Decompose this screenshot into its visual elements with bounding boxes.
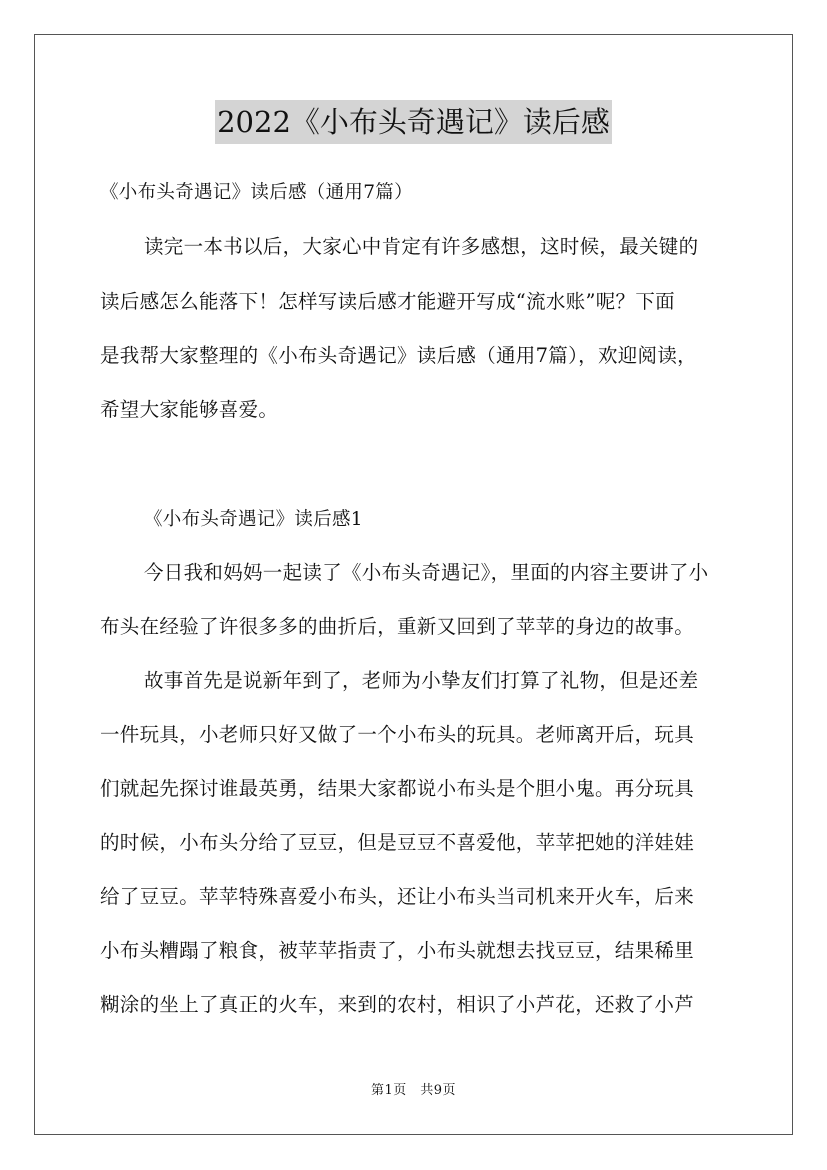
intro-line: 读后感怎么能落下！怎样写读后感才能避开写成“流水账”呢？下面 xyxy=(100,290,675,313)
paragraph-line: 小布头糟蹋了粮食，被苹苹指责了，小布头就想去找豆豆，结果稀里 xyxy=(100,939,695,962)
paragraph-line: 今日我和妈妈一起读了《小布头奇遇记》，里面的内容主要讲了小 xyxy=(144,561,709,584)
paragraph-line: 给了豆豆。苹苹特殊喜爱小布头，还让小布头当司机来开火车，后来 xyxy=(100,885,695,908)
page-number-footer: 第1页 共9页 xyxy=(370,1083,457,1098)
paragraph-line: 糊涂的坐上了真正的火车，来到的农村，相识了小芦花，还救了小芦 xyxy=(100,993,695,1016)
paragraph-line: 一件玩具，小老师只好又做了一个小布头的玩具。老师离开后，玩具 xyxy=(100,723,695,746)
intro-line: 希望大家能够喜爱。 xyxy=(100,398,279,421)
paragraph-line: 布头在经验了许很多多的曲折后，重新又回到了苹苹的身边的故事。 xyxy=(100,615,695,638)
intro-line: 是我帮大家整理的《小布头奇遇记》读后感（通用7篇），欢迎阅读， xyxy=(100,344,697,367)
paragraph-line: 故事首先是说新年到了，老师为小挚友们打算了礼物，但是还差 xyxy=(144,669,699,692)
paragraph-line: 们就起先探讨谁最英勇，结果大家都说小布头是个胆小鬼。再分玩具 xyxy=(100,777,695,800)
title-container xyxy=(0,100,827,144)
section-heading: 《小布头奇遇记》读后感1 xyxy=(144,509,363,530)
paragraph-line: 的时候，小布头分给了豆豆，但是豆豆不喜爱他，苹苹把她的洋娃娃 xyxy=(100,831,695,854)
document-title: 2022《小布头奇遇记》读后感 xyxy=(215,100,612,144)
intro-line: 读完一本书以后，大家心中肯定有许多感想，这时候，最关键的 xyxy=(144,235,699,258)
document-subtitle: 《小布头奇遇记》读后感（通用7篇） xyxy=(100,182,413,203)
